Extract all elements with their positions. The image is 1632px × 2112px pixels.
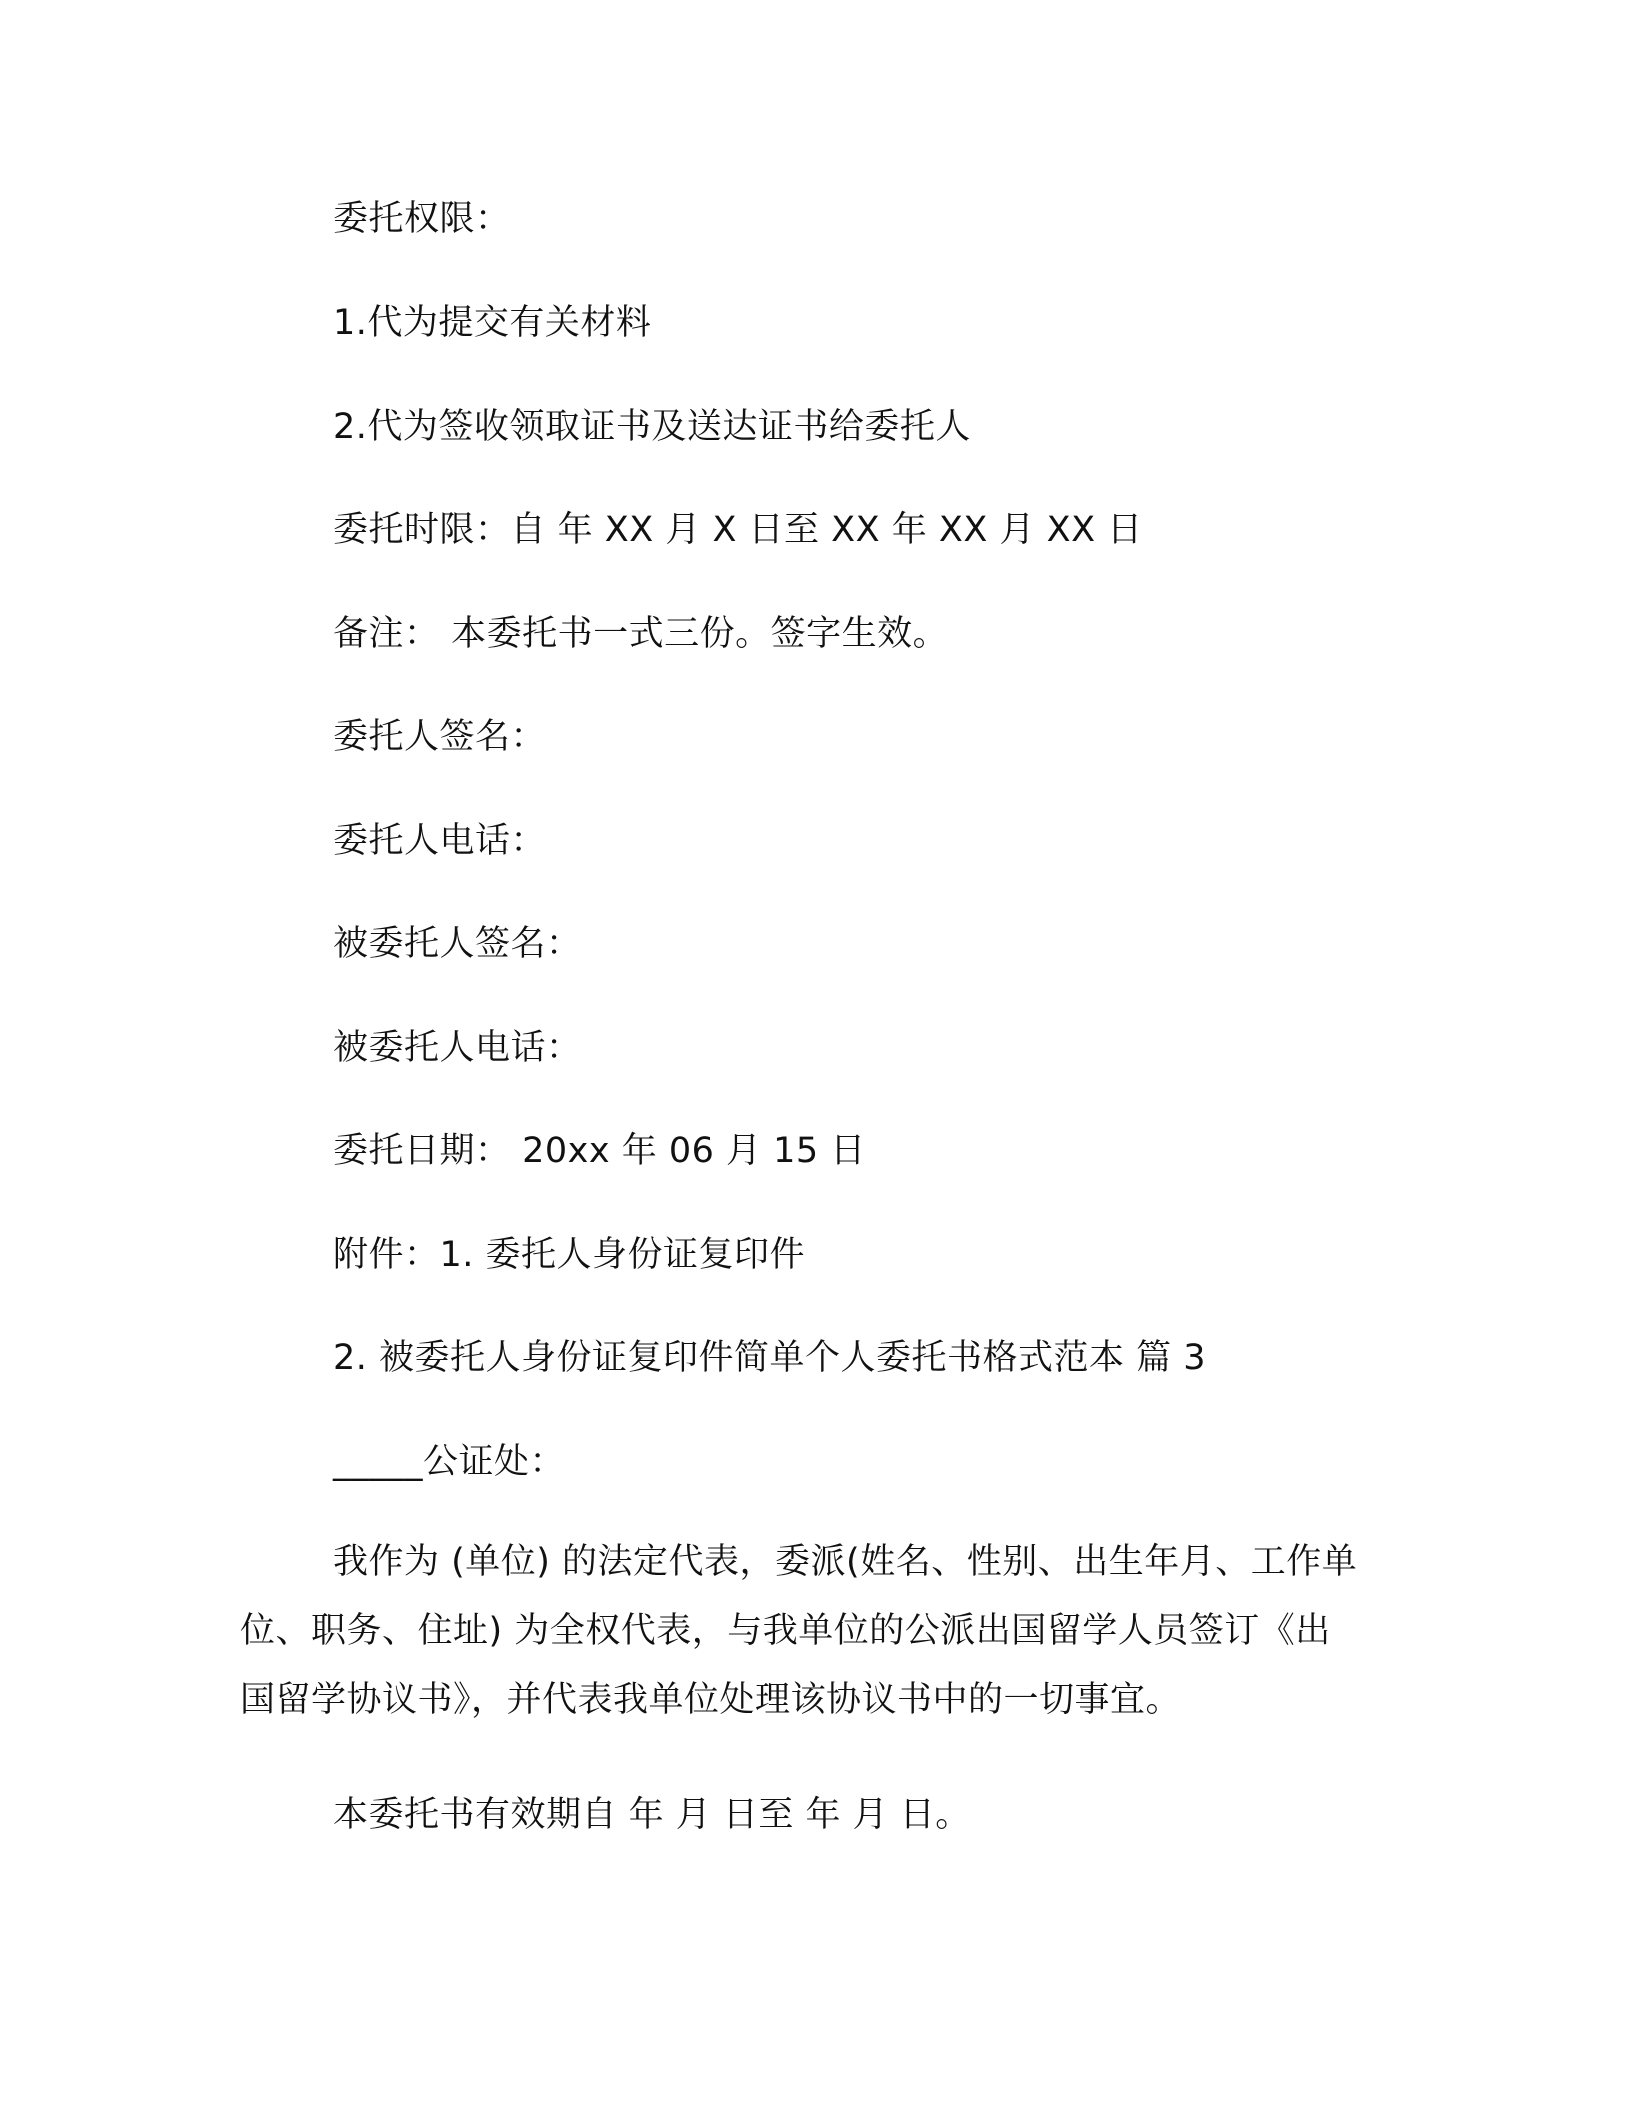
delegation-paragraph	[240, 1528, 1360, 1735]
attachment-2: 2. 被委托人身份证复印件简单个人委托书格式范本 篇 3	[333, 1338, 1207, 1378]
remarks: 备注： 本委托书一式三份。签字生效。	[333, 614, 949, 654]
validity-period: 本委托书有效期自 年 月 日至 年 月 日。	[333, 1795, 971, 1835]
attachment-1: 附件：1. 委托人身份证复印件	[333, 1235, 806, 1275]
principal-signature: 委托人签名：	[333, 717, 547, 757]
authority-item-2: 2.代为签收领取证书及送达证书给委托人	[333, 407, 971, 447]
delegation-paragraph-text: 我作为 (单位) 的法定代表，委派(姓名、性别、出生年月、工作单位、职务、住址) 为全权代表，与我单位的公派出国留学人员签订《出国留学协议书》，并代表我单位处理该协议书中的一切事宜。	[240, 1542, 1358, 1720]
authority-heading: 委托权限：	[333, 199, 511, 239]
delegation-date: 委托日期： 20xx 年 06 月 15 日	[333, 1131, 866, 1171]
principal-phone: 委托人电话：	[333, 821, 547, 861]
authority-item-1: 1.代为提交有关材料	[333, 303, 652, 343]
notary-office-heading: _____公证处：	[333, 1442, 566, 1482]
agent-signature: 被委托人签名：	[333, 924, 582, 964]
agent-phone: 被委托人电话：	[333, 1028, 582, 1068]
delegation-period: 委托时限：自 年 XX 月 X 日至 XX 年 XX 月 XX 日	[333, 510, 1143, 550]
